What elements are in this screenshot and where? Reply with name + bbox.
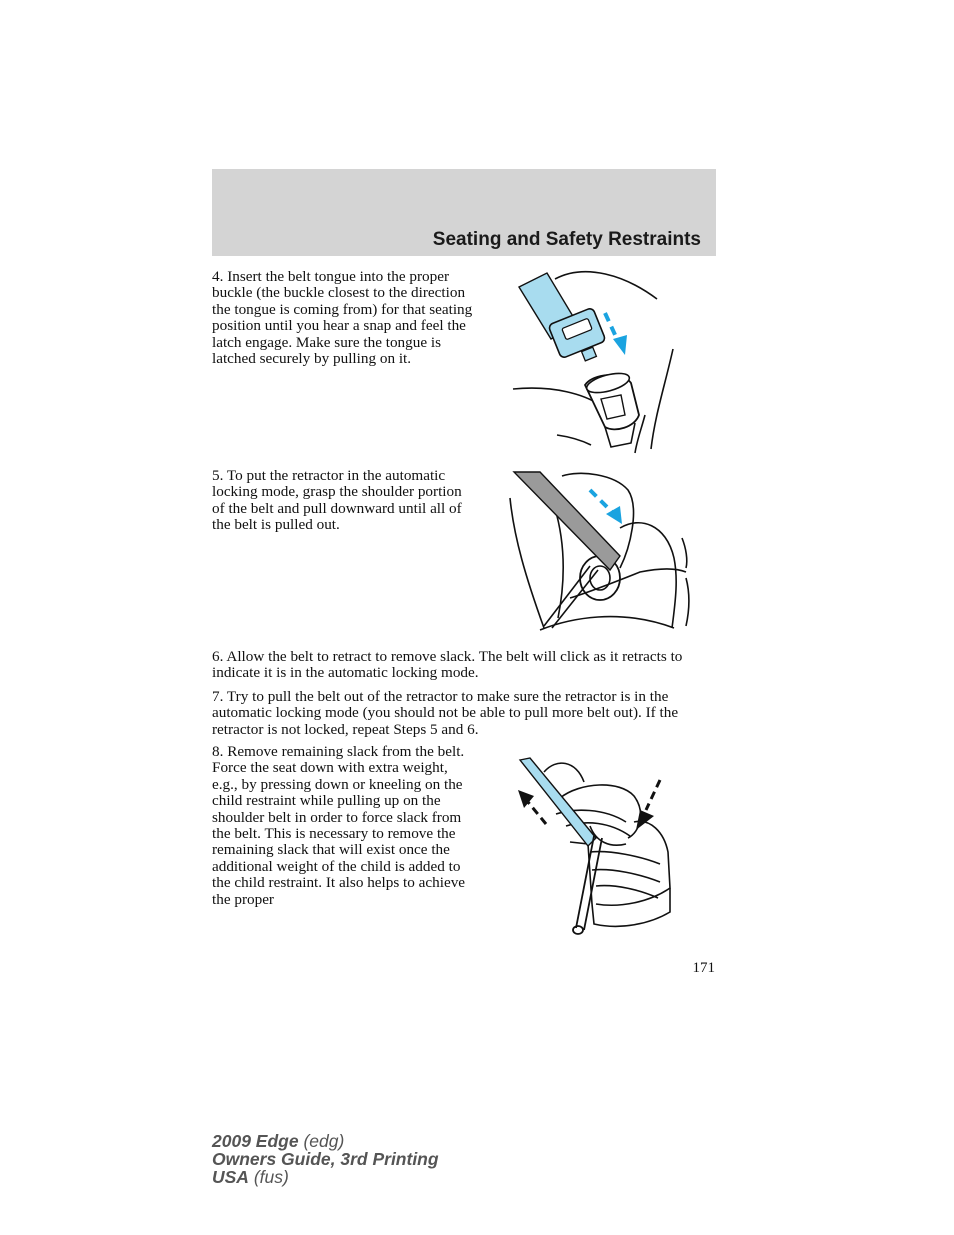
footer-line-1	[212, 1132, 439, 1150]
push-arrow	[605, 313, 627, 355]
pull-arrow	[590, 490, 622, 524]
pull-up-arrow	[518, 790, 546, 824]
shoulder-belt	[514, 472, 620, 570]
step-6-text: 6. Allow the belt to retract to remove slack. The belt will click as it retracts to indicate it is in the automatic locking mode.	[212, 648, 683, 682]
step-5-text: 5. To put the retractor in the automatic locking mode, grasp the shoulder portion of the belt and pull downward until all of the belt is pulled out.	[212, 467, 462, 534]
buckle	[585, 370, 639, 447]
footer	[212, 1132, 439, 1186]
lap-belt	[573, 836, 602, 934]
footer-model-code: (edg)	[303, 1131, 345, 1151]
buckle-insert-illustration	[505, 265, 685, 455]
step-7-text: 7. Try to pull the belt out of the retractor to make sure the retractor is in the automatic locking mode (you should not be able to pull more belt out). If the retractor is not locked, repeat Steps 5 and 6.	[212, 688, 679, 738]
footer-line-2: Owners Guide, 3rd Printing	[212, 1149, 439, 1169]
step-4-text: 4. Insert the belt tongue into the proper buckle (the buckle closest to the direction the tongue is coming from) for that seating position until you hear a snap and feel the latch engage. Make sure the tongue is latched securely by pulling on it.	[212, 268, 473, 368]
remove-slack-illustration	[500, 752, 685, 942]
step-8-text: 8. Remove remaining slack from the belt. Force the seat down with extra weight, e.g., by pressing down or kneeling on the child restraint while pulling up on the shoulder belt in order to force slack from the belt. This is necessary to remove the remaining slack that will exist once the additional weight of the child is added to the child restraint. It also helps to achieve the proper	[212, 743, 466, 908]
retractor-lock-illustration	[500, 468, 690, 633]
section-header	[212, 169, 716, 256]
section-title: Seating and Safety Restraints	[432, 229, 701, 250]
footer-market: USA	[212, 1167, 249, 1187]
footer-market-code: (fus)	[253, 1167, 289, 1187]
page-number: 171	[692, 960, 715, 976]
footer-model: 2009 Edge	[212, 1131, 299, 1151]
shoulder-belt	[520, 758, 596, 846]
footer-line-3	[212, 1168, 439, 1186]
